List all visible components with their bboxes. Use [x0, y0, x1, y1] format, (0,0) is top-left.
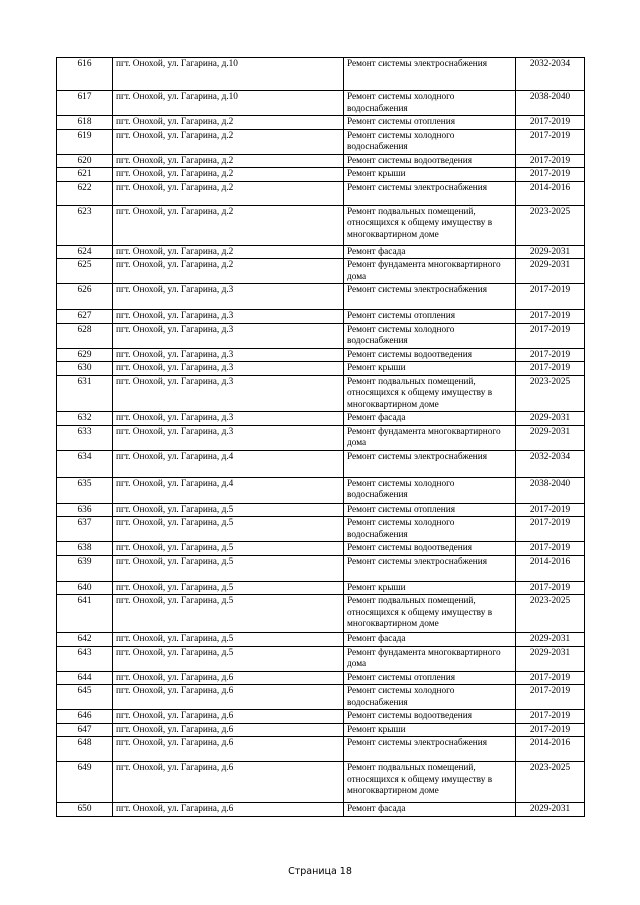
period-cell: 2017-2019	[516, 710, 585, 724]
period-cell: 2032-2034	[516, 450, 585, 477]
repair-schedule-table	[56, 57, 585, 817]
page-number: Страница 18	[288, 866, 352, 877]
work-type-cell: Ремонт системы отопления	[344, 671, 516, 685]
work-type-cell: Ремонт фундамента многоквартирного дома	[344, 646, 516, 671]
address-cell: пгт. Онохой, ул. Гагарина, д.3	[113, 323, 344, 348]
work-type-cell: Ремонт фундамента многоквартирного дома	[344, 425, 516, 450]
period-cell: 2017-2019	[516, 503, 585, 517]
period-cell: 2029-2031	[516, 633, 585, 647]
row-number-cell: 642	[57, 633, 113, 647]
table-row	[57, 581, 585, 595]
table-row	[57, 633, 585, 647]
row-number-cell: 627	[57, 310, 113, 324]
table-row	[57, 646, 585, 671]
row-number-cell: 637	[57, 517, 113, 542]
period-cell: 2029-2031	[516, 245, 585, 259]
work-type-cell: Ремонт системы электроснабжения	[344, 58, 516, 91]
address-cell: пгт. Онохой, ул. Гагарина, д.3	[113, 284, 344, 310]
row-number-cell: 636	[57, 503, 113, 517]
period-cell: 2023-2025	[516, 205, 585, 245]
work-type-cell: Ремонт системы водоотведения	[344, 710, 516, 724]
table-row	[57, 375, 585, 412]
table-row	[57, 348, 585, 362]
table-row	[57, 168, 585, 182]
row-number-cell: 633	[57, 425, 113, 450]
address-cell: пгт. Онохой, ул. Гагарина, д.2	[113, 259, 344, 284]
row-number-cell: 621	[57, 168, 113, 182]
address-cell: пгт. Онохой, ул. Гагарина, д.10	[113, 58, 344, 91]
table-row	[57, 555, 585, 581]
table-row	[57, 425, 585, 450]
work-type-cell: Ремонт системы холодного водоснабжения	[344, 517, 516, 542]
address-cell: пгт. Онохой, ул. Гагарина, д.4	[113, 450, 344, 477]
work-type-cell: Ремонт системы водоотведения	[344, 154, 516, 168]
row-number-cell: 640	[57, 581, 113, 595]
work-type-cell: Ремонт системы электроснабжения	[344, 284, 516, 310]
table-row	[57, 685, 585, 710]
row-number-cell: 625	[57, 259, 113, 284]
work-type-cell: Ремонт системы холодного водоснабжения	[344, 129, 516, 154]
work-type-cell: Ремонт фасада	[344, 412, 516, 426]
row-number-cell: 629	[57, 348, 113, 362]
row-number-cell: 624	[57, 245, 113, 259]
work-type-cell: Ремонт системы водоотведения	[344, 542, 516, 556]
row-number-cell: 645	[57, 685, 113, 710]
period-cell: 2017-2019	[516, 129, 585, 154]
work-type-cell: Ремонт крыши	[344, 168, 516, 182]
address-cell: пгт. Онохой, ул. Гагарина, д.2	[113, 205, 344, 245]
work-type-cell: Ремонт системы электроснабжения	[344, 737, 516, 762]
period-cell: 2023-2025	[516, 375, 585, 412]
table-row	[57, 245, 585, 259]
work-type-cell: Ремонт системы холодного водоснабжения	[344, 685, 516, 710]
period-cell: 2017-2019	[516, 362, 585, 376]
address-cell: пгт. Онохой, ул. Гагарина, д.3	[113, 310, 344, 324]
work-type-cell: Ремонт системы электроснабжения	[344, 555, 516, 581]
table-row	[57, 723, 585, 737]
row-number-cell: 619	[57, 129, 113, 154]
address-cell: пгт. Онохой, ул. Гагарина, д.5	[113, 595, 344, 633]
period-cell: 2014-2016	[516, 181, 585, 205]
row-number-cell: 617	[57, 91, 113, 116]
row-number-cell: 639	[57, 555, 113, 581]
work-type-cell: Ремонт системы водоотведения	[344, 348, 516, 362]
row-number-cell: 643	[57, 646, 113, 671]
table-row	[57, 181, 585, 205]
table-row	[57, 58, 585, 91]
work-type-cell: Ремонт фасада	[344, 245, 516, 259]
work-type-cell: Ремонт подвальных помещений, относящихся к общему имуществу в многоквартирном доме	[344, 375, 516, 412]
table-row	[57, 259, 585, 284]
address-cell: пгт. Онохой, ул. Гагарина, д.2	[113, 245, 344, 259]
address-cell: пгт. Онохой, ул. Гагарина, д.5	[113, 503, 344, 517]
address-cell: пгт. Онохой, ул. Гагарина, д.6	[113, 803, 344, 817]
period-cell: 2014-2016	[516, 555, 585, 581]
address-cell: пгт. Онохой, ул. Гагарина, д.2	[113, 116, 344, 130]
address-cell: пгт. Онохой, ул. Гагарина, д.6	[113, 723, 344, 737]
period-cell: 2038-2040	[516, 91, 585, 116]
period-cell: 2038-2040	[516, 477, 585, 503]
address-cell: пгт. Онохой, ул. Гагарина, д.6	[113, 710, 344, 724]
row-number-cell: 623	[57, 205, 113, 245]
table-row	[57, 737, 585, 762]
work-type-cell: Ремонт подвальных помещений, относящихся к общему имуществу в многоквартирном доме	[344, 205, 516, 245]
table-row	[57, 154, 585, 168]
period-cell: 2017-2019	[516, 581, 585, 595]
address-cell: пгт. Онохой, ул. Гагарина, д.5	[113, 542, 344, 556]
address-cell: пгт. Онохой, ул. Гагарина, д.5	[113, 633, 344, 647]
period-cell: 2029-2031	[516, 646, 585, 671]
work-type-cell: Ремонт подвальных помещений, относящихся к общему имуществу в многоквартирном доме	[344, 595, 516, 633]
row-number-cell: 630	[57, 362, 113, 376]
period-cell: 2017-2019	[516, 168, 585, 182]
address-cell: пгт. Онохой, ул. Гагарина, д.5	[113, 646, 344, 671]
period-cell: 2023-2025	[516, 595, 585, 633]
address-cell: пгт. Онохой, ул. Гагарина, д.3	[113, 412, 344, 426]
row-number-cell: 647	[57, 723, 113, 737]
address-cell: пгт. Онохой, ул. Гагарина, д.5	[113, 555, 344, 581]
table-row	[57, 205, 585, 245]
row-number-cell: 641	[57, 595, 113, 633]
period-cell: 2014-2016	[516, 737, 585, 762]
period-cell: 2017-2019	[516, 723, 585, 737]
row-number-cell: 648	[57, 737, 113, 762]
address-cell: пгт. Онохой, ул. Гагарина, д.2	[113, 181, 344, 205]
row-number-cell: 646	[57, 710, 113, 724]
address-cell: пгт. Онохой, ул. Гагарина, д.6	[113, 762, 344, 803]
table-row	[57, 116, 585, 130]
work-type-cell: Ремонт системы отопления	[344, 310, 516, 324]
address-cell: пгт. Онохой, ул. Гагарина, д.5	[113, 517, 344, 542]
table-row	[57, 477, 585, 503]
work-type-cell: Ремонт подвальных помещений, относящихся к общему имуществу в многоквартирном доме	[344, 762, 516, 803]
period-cell: 2017-2019	[516, 284, 585, 310]
row-number-cell: 616	[57, 58, 113, 91]
work-type-cell: Ремонт фасада	[344, 803, 516, 817]
period-cell: 2017-2019	[516, 348, 585, 362]
address-cell: пгт. Онохой, ул. Гагарина, д.6	[113, 685, 344, 710]
work-type-cell: Ремонт системы отопления	[344, 116, 516, 130]
address-cell: пгт. Онохой, ул. Гагарина, д.6	[113, 671, 344, 685]
row-number-cell: 649	[57, 762, 113, 803]
row-number-cell: 620	[57, 154, 113, 168]
work-type-cell: Ремонт крыши	[344, 723, 516, 737]
table-row	[57, 517, 585, 542]
table-row	[57, 91, 585, 116]
work-type-cell: Ремонт системы холодного водоснабжения	[344, 477, 516, 503]
address-cell: пгт. Онохой, ул. Гагарина, д.3	[113, 348, 344, 362]
work-type-cell: Ремонт фундамента многоквартирного дома	[344, 259, 516, 284]
row-number-cell: 631	[57, 375, 113, 412]
table-row	[57, 323, 585, 348]
row-number-cell: 650	[57, 803, 113, 817]
row-number-cell: 635	[57, 477, 113, 503]
table-row	[57, 595, 585, 633]
row-number-cell: 626	[57, 284, 113, 310]
work-type-cell: Ремонт системы электроснабжения	[344, 450, 516, 477]
address-cell: пгт. Онохой, ул. Гагарина, д.6	[113, 737, 344, 762]
address-cell: пгт. Онохой, ул. Гагарина, д.3	[113, 425, 344, 450]
period-cell: 2017-2019	[516, 685, 585, 710]
period-cell: 2029-2031	[516, 412, 585, 426]
work-type-cell: Ремонт крыши	[344, 362, 516, 376]
work-type-cell: Ремонт системы электроснабжения	[344, 181, 516, 205]
period-cell: 2023-2025	[516, 762, 585, 803]
table-row	[57, 450, 585, 477]
row-number-cell: 622	[57, 181, 113, 205]
period-cell: 2017-2019	[516, 154, 585, 168]
table-row	[57, 803, 585, 817]
row-number-cell: 638	[57, 542, 113, 556]
table-row	[57, 671, 585, 685]
address-cell: пгт. Онохой, ул. Гагарина, д.2	[113, 129, 344, 154]
address-cell: пгт. Онохой, ул. Гагарина, д.10	[113, 91, 344, 116]
address-cell: пгт. Онохой, ул. Гагарина, д.5	[113, 581, 344, 595]
address-cell: пгт. Онохой, ул. Гагарина, д.3	[113, 375, 344, 412]
period-cell: 2017-2019	[516, 323, 585, 348]
table-body	[57, 58, 585, 817]
table-row	[57, 362, 585, 376]
work-type-cell: Ремонт системы отопления	[344, 503, 516, 517]
period-cell: 2017-2019	[516, 517, 585, 542]
period-cell: 2017-2019	[516, 542, 585, 556]
address-cell: пгт. Онохой, ул. Гагарина, д.2	[113, 154, 344, 168]
period-cell: 2029-2031	[516, 425, 585, 450]
table-row	[57, 129, 585, 154]
address-cell: пгт. Онохой, ул. Гагарина, д.3	[113, 362, 344, 376]
address-cell: пгт. Онохой, ул. Гагарина, д.4	[113, 477, 344, 503]
period-cell: 2017-2019	[516, 310, 585, 324]
period-cell: 2017-2019	[516, 671, 585, 685]
table-row	[57, 284, 585, 310]
row-number-cell: 618	[57, 116, 113, 130]
period-cell: 2032-2034	[516, 58, 585, 91]
row-number-cell: 644	[57, 671, 113, 685]
table-row	[57, 710, 585, 724]
period-cell: 2029-2031	[516, 803, 585, 817]
row-number-cell: 634	[57, 450, 113, 477]
row-number-cell: 632	[57, 412, 113, 426]
table-row	[57, 542, 585, 556]
table-row	[57, 310, 585, 324]
period-cell: 2017-2019	[516, 116, 585, 130]
row-number-cell: 628	[57, 323, 113, 348]
table-row	[57, 412, 585, 426]
table-row	[57, 503, 585, 517]
address-cell: пгт. Онохой, ул. Гагарина, д.2	[113, 168, 344, 182]
work-type-cell: Ремонт системы холодного водоснабжения	[344, 91, 516, 116]
work-type-cell: Ремонт крыши	[344, 581, 516, 595]
work-type-cell: Ремонт фасада	[344, 633, 516, 647]
work-type-cell: Ремонт системы холодного водоснабжения	[344, 323, 516, 348]
table-row	[57, 762, 585, 803]
period-cell: 2029-2031	[516, 259, 585, 284]
